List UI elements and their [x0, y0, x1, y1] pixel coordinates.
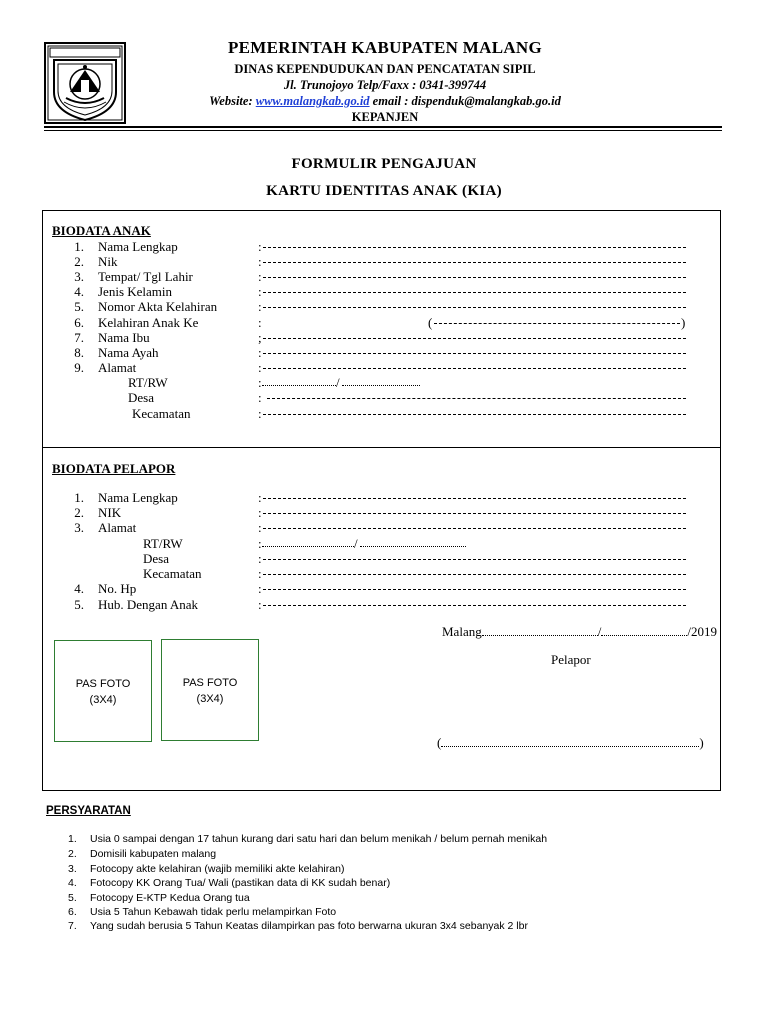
anak-nomor-akta-field[interactable]: : [258, 299, 686, 314]
row-number: 1. [74, 239, 84, 254]
requirement-number: 7. [68, 920, 77, 932]
field-label: Nama Lengkap [98, 239, 178, 254]
pelapor-desa-field[interactable]: : [258, 551, 686, 566]
signature-year: /2019 [687, 624, 717, 639]
field-label: RT/RW [143, 536, 183, 551]
pelapor-kecamatan-field[interactable]: : [258, 566, 686, 581]
anak-kecamatan-field[interactable]: : [258, 406, 686, 421]
field-label: Desa [143, 551, 169, 566]
requirement-text: Fotocopy KK Orang Tua/ Wali (pastikan data di KK sudah benar) [90, 877, 391, 889]
field-label: Alamat [98, 520, 137, 535]
anak-row-desa [0, 390, 768, 405]
anak-nama-lengkap-field[interactable]: : [258, 239, 686, 254]
office-address: Jl. Trunojoyo Telp/Faxx : 0341-399744 [283, 78, 487, 92]
signature-date-line[interactable]: Malang / /2019 [442, 624, 717, 639]
biodata-pelapor-heading: BIODATA PELAPOR [52, 461, 176, 476]
anak-nama-ibu-field[interactable]: ; [258, 330, 686, 345]
anak-rtrw-field[interactable]: : / [258, 375, 686, 390]
government-name: PEMERINTAH KABUPATEN MALANG [227, 38, 543, 57]
requirement-item [0, 905, 768, 919]
row-number: 4. [74, 581, 84, 596]
pelapor-row-kecamatan [0, 566, 768, 581]
requirement-item [0, 919, 768, 933]
photo-box-1 [54, 640, 152, 742]
requirement-item [0, 891, 768, 905]
pelapor-row-nama-lengkap [0, 490, 768, 505]
requirement-number: 6. [68, 906, 77, 918]
pelapor-row-desa [0, 551, 768, 566]
field-label: Nama Ayah [98, 345, 159, 360]
row-number: 5. [74, 299, 84, 314]
pelapor-row-nik [0, 505, 768, 520]
requirement-number: 2. [68, 848, 77, 860]
anak-jenis-kelamin-field[interactable]: : [258, 284, 686, 299]
anak-row-kelahiran-ke [0, 315, 768, 330]
row-number: 2. [74, 254, 84, 269]
website-link[interactable]: www.malangkab.go.id [255, 94, 370, 108]
email-address: email : dispenduk@malangkab.go.id [369, 94, 561, 108]
requirement-text: Fotocopy akte kelahiran (wajib memiliki akte kelahiran) [90, 863, 345, 875]
field-label: Desa [128, 390, 154, 405]
pelapor-row-alamat [0, 520, 768, 535]
row-number: 8. [74, 345, 84, 360]
pelapor-alamat-field[interactable]: : [258, 520, 686, 535]
requirement-text: Yang sudah berusia 5 Tahun Keatas dilampirkan pas foto berwarna ukuran 3x4 sebanyak 2 lbr [90, 920, 528, 932]
row-number: 6. [74, 315, 84, 330]
pelapor-nama-lengkap-field[interactable]: : [258, 490, 686, 505]
anak-nik-field[interactable]: : [258, 254, 686, 269]
requirement-text: Usia 5 Tahun Kebawah tidak perlu melampirkan Foto [90, 906, 337, 918]
row-number: 5. [74, 597, 84, 612]
header-rule-thick [44, 126, 722, 128]
pelapor-row-no-hp [0, 581, 768, 596]
header-rule-thin [44, 130, 722, 131]
anak-row-nama-ayah [0, 345, 768, 360]
pelapor-nik-field[interactable]: : [258, 505, 686, 520]
photo-label: PAS FOTO [182, 677, 238, 689]
form-title: FORMULIR PENGAJUAN [291, 156, 477, 172]
anak-row-nama-ibu [0, 330, 768, 345]
requirement-number: 5. [68, 892, 77, 904]
anak-alamat-field[interactable]: : [258, 360, 686, 375]
field-label: Kecamatan [132, 406, 191, 421]
website-label: Website: [209, 94, 256, 108]
field-label: Nomor Akta Kelahiran [98, 299, 218, 314]
field-label: Nama Lengkap [98, 490, 178, 505]
field-label: NIK [98, 505, 122, 520]
website-line [140, 94, 630, 109]
requirement-text: Fotocopy E-KTP Kedua Orang tua [90, 892, 250, 904]
anak-row-jenis-kelamin [0, 284, 768, 299]
signature-place: Malang [442, 624, 482, 639]
field-label: RT/RW [128, 375, 168, 390]
requirement-item [0, 876, 768, 890]
anak-row-rtrw [0, 375, 768, 390]
anak-row-kecamatan [0, 406, 768, 421]
anak-tempat-tgl-lahir-field[interactable]: : [258, 269, 686, 284]
field-label: Jenis Kelamin [98, 284, 173, 299]
pelapor-rtrw-field[interactable]: : / [258, 536, 686, 551]
photo-size: (3X4) [196, 693, 224, 705]
row-number: 9. [74, 360, 84, 375]
requirement-item [0, 862, 768, 876]
requirement-item [0, 832, 768, 846]
field-label: Kecamatan [143, 566, 202, 581]
field-label: Nama Ibu [98, 330, 150, 345]
row-number: 4. [74, 284, 84, 299]
requirements-heading: PERSYARATAN [46, 805, 131, 817]
pelapor-row-hubungan [0, 597, 768, 612]
pelapor-hubungan-field[interactable]: : [258, 597, 686, 612]
biodata-anak-heading: BIODATA ANAK [52, 223, 151, 238]
anak-row-alamat [0, 360, 768, 375]
field-label: Alamat [98, 360, 137, 375]
anak-nama-ayah-field[interactable]: : [258, 345, 686, 360]
row-number: 3. [74, 269, 84, 284]
photo-label: PAS FOTO [75, 678, 131, 690]
pelapor-no-hp-field[interactable]: : [258, 581, 686, 596]
field-label: No. Hp [98, 581, 137, 596]
section-divider [42, 447, 721, 448]
row-number: 3. [74, 520, 84, 535]
field-label: Tempat/ Tgl Lahir [98, 269, 193, 284]
row-number: 2. [74, 505, 84, 520]
row-number: 7. [74, 330, 84, 345]
signature-role: Pelapor [551, 652, 591, 667]
photo-size: (3X4) [89, 694, 117, 706]
city-name: KEPANJEN [351, 110, 419, 124]
anak-desa-field[interactable]: : [258, 390, 686, 405]
anak-kelahiran-ke-field[interactable]: : ( ) [258, 315, 686, 330]
field-label: Hub. Dengan Anak [98, 597, 199, 612]
anak-row-ttl [0, 269, 768, 284]
regency-emblem-logo [44, 42, 126, 124]
requirement-item [0, 847, 768, 861]
field-label: Nik [98, 254, 118, 269]
field-label: Kelahiran Anak Ke [98, 315, 199, 330]
photo-box-2 [161, 639, 259, 741]
requirement-number: 1. [68, 833, 77, 845]
requirement-number: 4. [68, 877, 77, 889]
requirement-text: Usia 0 sampai dengan 17 tahun kurang dari satu hari dan belum menikah / belum pernah menikah [90, 833, 548, 845]
row-number: 1. [74, 490, 84, 505]
signature-name-line[interactable]: ( ) [437, 735, 704, 750]
anak-row-akta [0, 299, 768, 314]
pelapor-row-rtrw [0, 536, 768, 551]
requirement-text: Domisili kabupaten malang [90, 848, 217, 860]
department-name: DINAS KEPENDUDUKAN DAN PENCATATAN SIPIL [234, 62, 536, 76]
anak-row-nama-lengkap [0, 239, 768, 254]
requirement-number: 3. [68, 863, 77, 875]
anak-row-nik [0, 254, 768, 269]
form-subtitle: KARTU IDENTITAS ANAK (KIA) [266, 183, 502, 199]
